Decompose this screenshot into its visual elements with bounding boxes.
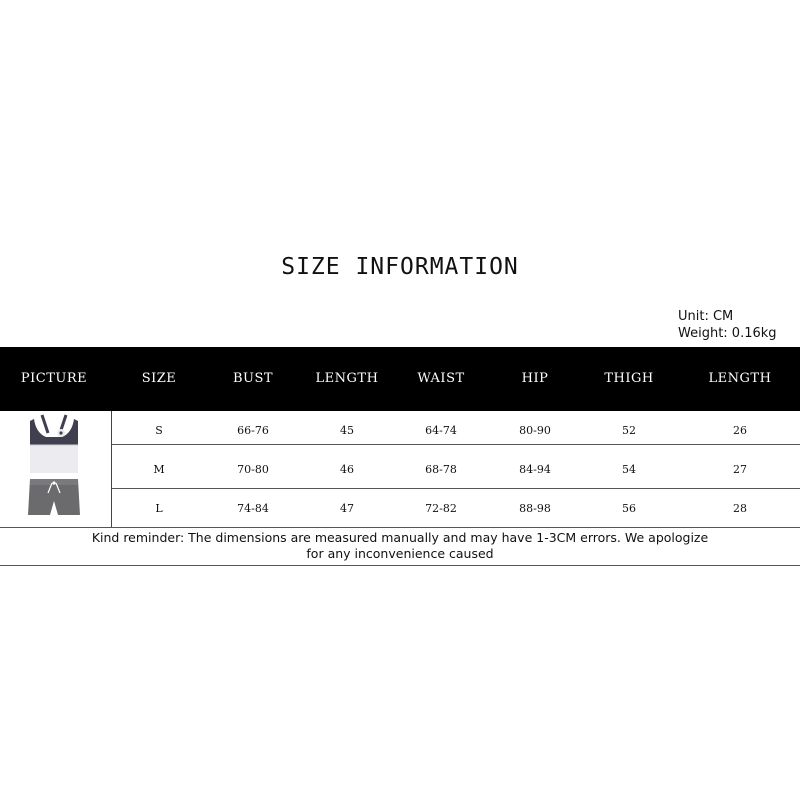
cell-waist: 72-82 <box>425 502 457 515</box>
cell-length: 46 <box>340 463 354 476</box>
reminder-line-1: Kind reminder: The dimensions are measured manually and may have 1-3CM errors. We apologize <box>91 530 709 545</box>
cell-length: 47 <box>340 502 354 515</box>
cell-length: 45 <box>340 424 354 437</box>
header-thigh: THIGH <box>604 371 654 386</box>
cell-size: L <box>155 502 163 515</box>
cell-bust: 66-76 <box>237 424 269 437</box>
cell-size: S <box>155 424 163 437</box>
cell-bust: 74-84 <box>237 502 269 515</box>
cell-thigh: 52 <box>622 424 636 437</box>
unit-label: Unit: CM <box>678 309 734 324</box>
cell-hip: 84-94 <box>519 463 551 476</box>
cell-thigh: 56 <box>622 502 636 515</box>
header-bust: BUST <box>232 371 274 386</box>
cell-hip: 80-90 <box>519 424 551 437</box>
product-picture <box>0 411 112 528</box>
header-waist: WAIST <box>417 371 465 386</box>
header-hip: HIP <box>521 371 549 386</box>
cell-waist: 64-74 <box>425 424 457 437</box>
reminder-bottom-divider <box>0 565 800 566</box>
cell-size: M <box>153 463 165 476</box>
halter-top-and-shorts-set-icon <box>0 411 112 528</box>
reminder-line-2: for any inconvenience caused <box>306 546 494 561</box>
cell-waist: 68-78 <box>425 463 457 476</box>
header-size: SIZE <box>141 371 177 386</box>
header-length: LENGTH <box>315 371 379 386</box>
cell-length-2: 26 <box>733 424 747 437</box>
cell-thigh: 54 <box>622 463 636 476</box>
measurement-reminder <box>60 530 740 562</box>
table-header <box>0 347 800 411</box>
unit-info <box>678 308 800 342</box>
weight-label: Weight: 0.16kg <box>678 326 777 341</box>
cell-bust: 70-80 <box>237 463 269 476</box>
cell-hip: 88-98 <box>519 502 551 515</box>
cell-length-2: 28 <box>733 502 747 515</box>
header-picture: PICTURE <box>20 371 88 386</box>
page-title: SIZE INFORMATION <box>281 254 519 280</box>
cell-length-2: 27 <box>733 463 747 476</box>
header-length-2: LENGTH <box>708 371 772 386</box>
